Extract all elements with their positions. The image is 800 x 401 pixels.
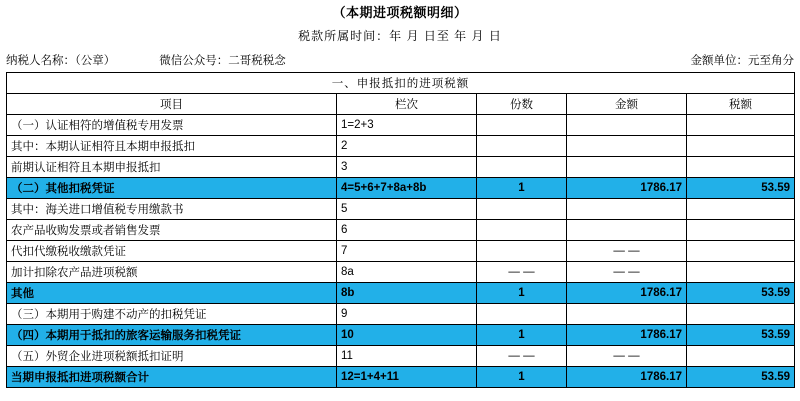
row-tax-value [687, 136, 795, 157]
row-amount-value: — — [567, 346, 687, 367]
row-count-value: 1 [477, 178, 567, 199]
table-row [7, 136, 795, 157]
tax-period-label: 税款所属时间： [298, 29, 390, 43]
column-header-item: 项目 [7, 94, 337, 115]
row-tax-value: 53.59 [687, 325, 795, 346]
row-item-label: 其中：海关进口增值税专用缴款书 [7, 199, 337, 220]
table-row [7, 304, 795, 325]
row-item-label: 其中：本期认证相符且本期申报抵扣 [7, 136, 337, 157]
row-tax-value [687, 262, 795, 283]
row-amount-value: 1786.17 [567, 178, 687, 199]
row-tax-value [687, 220, 795, 241]
row-count-value [477, 241, 567, 262]
row-line-number: 5 [337, 199, 477, 220]
row-count-value [477, 220, 567, 241]
table-row [7, 262, 795, 283]
table-row [7, 199, 795, 220]
row-line-number: 12=1+4+11 [337, 367, 477, 388]
row-item-label: 当期申报抵扣进项税额合计 [7, 367, 337, 388]
table-row [7, 115, 795, 136]
row-tax-value [687, 115, 795, 136]
row-tax-value: 53.59 [687, 367, 795, 388]
amount-unit-label: 金额单位：元至角分 [690, 55, 794, 67]
row-count-value [477, 115, 567, 136]
row-amount-value [567, 157, 687, 178]
row-line-number: 11 [337, 346, 477, 367]
table-row [7, 241, 795, 262]
column-header-row [7, 94, 795, 115]
row-count-value: — — [477, 262, 567, 283]
row-amount-value: 1786.17 [567, 367, 687, 388]
row-item-label: 其他 [7, 283, 337, 304]
row-item-label: （二）其他扣税凭证 [7, 178, 337, 199]
section-header-row [7, 73, 795, 94]
row-line-number: 7 [337, 241, 477, 262]
row-amount-value [567, 304, 687, 325]
row-line-number: 10 [337, 325, 477, 346]
page-title: （本期进项税额明细） [332, 5, 468, 20]
row-count-value: 1 [477, 325, 567, 346]
table-row [7, 325, 795, 346]
tax-period-line [6, 21, 794, 44]
row-item-label: （五）外贸企业进项税额抵扣证明 [7, 346, 337, 367]
row-tax-value: 53.59 [687, 283, 795, 304]
row-item-label: 农产品收购发票或者销售发票 [7, 220, 337, 241]
row-tax-value: 53.59 [687, 178, 795, 199]
input-tax-detail-table [6, 72, 795, 388]
row-item-label: 代扣代缴税收缴款凭证 [7, 241, 337, 262]
row-count-value [477, 304, 567, 325]
row-item-label: （四）本期用于抵扣的旅客运输服务扣税凭证 [7, 325, 337, 346]
column-header-line: 栏次 [337, 94, 477, 115]
row-line-number: 6 [337, 220, 477, 241]
row-amount-value: — — [567, 241, 687, 262]
section-header-cell: 一、申报抵扣的进项税额 [7, 73, 795, 94]
row-item-label: 前期认证相符且本期申报抵扣 [7, 157, 337, 178]
row-count-value: 1 [477, 283, 567, 304]
row-amount-value [567, 199, 687, 220]
row-amount-value: 1786.17 [567, 325, 687, 346]
row-line-number: 9 [337, 304, 477, 325]
row-tax-value [687, 199, 795, 220]
row-amount-value: — — [567, 262, 687, 283]
taxpayer-name-label: 纳税人名称：（公章） [6, 55, 116, 67]
column-header-tax: 税额 [687, 94, 795, 115]
row-item-label: （三）本期用于购建不动产的扣税凭证 [7, 304, 337, 325]
row-count-value [477, 157, 567, 178]
table-row [7, 283, 795, 304]
table-row [7, 157, 795, 178]
row-tax-value [687, 241, 795, 262]
row-amount-value: 1786.17 [567, 283, 687, 304]
table-row [7, 220, 795, 241]
row-amount-value [567, 220, 687, 241]
row-line-number: 8b [337, 283, 477, 304]
row-tax-value [687, 304, 795, 325]
row-count-value: 1 [477, 367, 567, 388]
row-tax-value [687, 346, 795, 367]
row-line-number: 2 [337, 136, 477, 157]
row-count-value: — — [477, 346, 567, 367]
row-line-number: 8a [337, 262, 477, 283]
table-row [7, 367, 795, 388]
row-count-value [477, 136, 567, 157]
row-line-number: 4=5+6+7+8a+8b [337, 178, 477, 199]
table-row [7, 178, 795, 199]
row-item-label: （一）认证相符的增值税专用发票 [7, 115, 337, 136]
row-item-label: 加计扣除农产品进项税额 [7, 262, 337, 283]
row-line-number: 3 [337, 157, 477, 178]
row-line-number: 1=2+3 [337, 115, 477, 136]
column-header-amount: 金额 [567, 94, 687, 115]
meta-row [6, 44, 794, 72]
row-tax-value [687, 157, 795, 178]
tax-period-value: 年 月 日至 年 月 日 [389, 29, 502, 43]
row-count-value [477, 199, 567, 220]
row-amount-value [567, 136, 687, 157]
wechat-account-label: 微信公众号：二哥税税念 [159, 55, 286, 67]
column-header-count: 份数 [477, 94, 567, 115]
table-row [7, 346, 795, 367]
row-amount-value [567, 115, 687, 136]
